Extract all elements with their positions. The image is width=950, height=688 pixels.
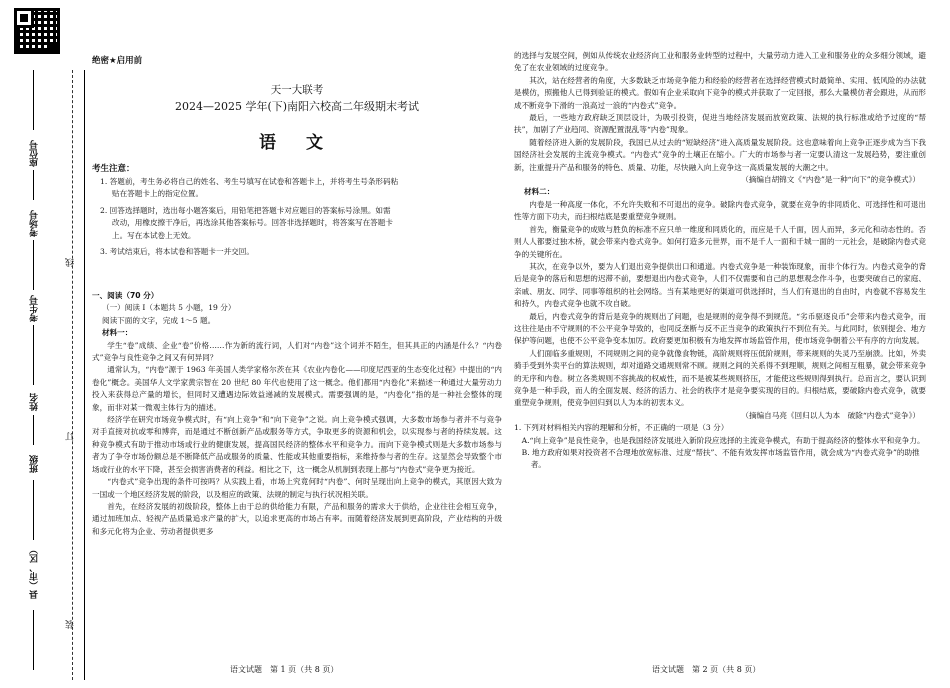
footer-right: 语文试题 第 2 页（共 8 页）: [652, 665, 761, 674]
instruction: 阅读下面的文字，完成 1～5 题。: [102, 315, 216, 325]
question-stem: 1. 下列对材料相关内容的理解和分析，不正确的一项是（3 分）: [514, 423, 729, 433]
section-title: 一、阅读（70 分）: [92, 291, 159, 300]
source-citation: （摘编自胡锦文《“内卷”是一种“向下”的竞争模式》）: [741, 175, 920, 185]
notice-list: [92, 176, 502, 258]
paragraph: 学生“卷”成绩、企业“卷”价格……作为新的流行词，人们对“内卷”这个词并不陌生，但其具正的内涵是什么？“内卷式”竞争与良性竞争之间又有何异同？: [92, 340, 502, 363]
cut-mark-staple: 装: [66, 620, 76, 629]
paragraph: “内卷式”竞争出现的条件可按吗？从实践上看，市场上究竟何时“内卷”、何时呈现出向上竞争的模式，其原因大致为一国或一个地区经济发展的阶段，以及相应的政策、法规的制定与执行状况相关联。: [92, 477, 502, 499]
subsection-title: （一）阅读 I（本题共 5 小题，19 分）: [102, 303, 236, 313]
notice-line: 1. 答题前，考生务必将自己的姓名、考生号填写在试卷和答题卡上，并将考生号条形码粘: [100, 177, 399, 186]
cut-mark-bind: 订: [66, 432, 76, 441]
field-line: [33, 70, 34, 130]
footer-left: 语文试题 第 1 页（共 8 页）: [230, 665, 339, 674]
field-line: [33, 170, 34, 200]
label-class: 班级: [30, 455, 40, 473]
exam-title: 2024—2025 学年(下)南阳六校高二年级期末考试: [174, 100, 420, 113]
notice-line: 贴在答题卡上的指定位置。: [112, 189, 204, 199]
field-line: [33, 240, 34, 290]
field-line: [33, 415, 34, 445]
notice-line: 改动，用橡皮擦干净后，再选涂其他答案标号。回答非选择题时，将答案写在答题卡: [112, 218, 393, 228]
source-citation: （摘编自马亮《回归以人为本 破除“内卷式”竞争》）: [741, 410, 920, 420]
paragraph: 其次，站在经营者的角度，大多数缺乏市场竞争能力和经验的经营者在选择经营模式时最简单、实用、低风险的办法就是模仿，照搬他人已得到验证的模式。假如有企业采取向下竞争的模式并获取了一定回报，那么大量模仿者会跟进，从而形成不断竞争下滑的一浪高过一浪的“内卷式”竞争。: [514, 75, 926, 110]
org-name: 天一大联考: [270, 84, 324, 96]
option-a: A.“向上竞争”是良性竞争，也是我国经济发展进入新阶段应选择的主流竞争模式，有助于提高经济的整体水平和竞争力。: [521, 435, 925, 445]
paragraph: 最后，内卷式竞争的背后是竞争的规则出了问题，也是规则的竞争得不到规范。“劣币驱逐良币”会带来内卷式竞争，而这往往是由不守规则的不公平竞争导致的，也同反垄断与反不正当竞争的政策执行不到位有关。与此同时，依别提会、地方保护等问题，也使不公平竞争变本加厉。政府要更加积极有为地发挥市场监管作用，使市场竞争朝着公平有序的方向发展。: [514, 311, 926, 346]
paragraph: 首先，在经济发展的初级阶段，整体上由于总的供给能力有限，产品和服务的需求大于供给，企业往往会相互竞争，通过加班加点、轻视产品质量追求产量的扩大，以追求更高的市场占有率。而随着经济发展到更高阶段，产业结构的升级和多元化将为企业、劳动者提供更多: [92, 501, 502, 536]
paragraph: 首先，衡量竞争的成败与胜负的标准不应只单一维度和同质化的，而应是千人千面，因人而异，多元化和动态性的。否则人人都要过独木桥，就会带来内卷式竞争。如何打造多元世界，而不是千人一面和千城一面的一元社会，是破除内卷式竞争的关键所在。: [514, 224, 926, 259]
cut-line: [72, 70, 73, 680]
paragraph: 其次，在竞争以外，要为人们退出竞争提供出口和通道。内卷式竞争是一种装饰现象，而非个体行为。内卷式竞争的背后是竞争的落后和思想的迟滞不前，要想退出内卷式竞争，人们不仅需要和自己的思想观念作斗争，也要突破自己的家庭、亲戚、朋友、同学、同事等组织的社会网络。当有某地更好的渠道可供选择时，当人们有退出的自由时，内卷就不容易发生和持久，内卷式竞争也就不攻自破。: [514, 261, 926, 309]
paragraph: 最后，一些地方政府缺乏顶层设计，为吸引投资，促进当地经济发展而放宽政策、法规的执行标准或给予过度的“帮扶”，加剧了产业趋同、资源配置混乱等“内卷”现象。: [514, 113, 926, 135]
paragraph: 经济学在研究市场竞争模式时，有“向上竞争”和“向下竞争”之说。向上竞争模式强调，大多数市场参与者并不与竞争对手直接对抗或零和博弈，而是通过不断创新产品或服务等方式，争取更多的资源和机会，以实现参与者的持续发展。这种竞争模式有助于推动市场或行业的健康发展，提高国民经济的整体水平和竞争力。而向下竞争模式则是大多数市场参与者为了争夺市场份额总是不断降低产品或服务的质量、性能或其他重要指标，来维持参与者的生存。这显然会导致整个市场或行业的水平下降，甚至会损害消费者的利益。相比之下，这一概念从机制到表现上都与“内卷式”竞争更为接近。: [92, 415, 502, 474]
paragraph: 通常认为，“内卷”源于 1963 年美国人类学家格尔茨在其《农业内卷化——印度尼西亚的生态变化过程》中提出的“内卷化”概念。美国华人文学家黄宗智在 20 世纪 80 年代也使用了这一概念。他们都用“内卷化”来描述一种通过大量劳动力投入来获得总产量的增长，但同时又遭遇边际效益递减的发展模式。需要强调的是，“内卷化”指的是一种社会整体的现象，而非对某一微观主体行为的描述。: [92, 365, 502, 412]
field-line: [33, 480, 34, 540]
field-line: [33, 325, 34, 385]
label-county: 县（市、区）: [30, 545, 40, 599]
left-body: [92, 290, 502, 538]
notice-line: 2. 回答选择题时，选出每小题答案后，用铅笔把答题卡对应题目的答案标号涂黑。如需: [100, 205, 391, 215]
notice-title: 考生注意：: [92, 164, 135, 174]
cut-mark-line: 线: [66, 258, 76, 267]
binding-margin: [0, 0, 84, 688]
notice-line: 上。写在本试卷上无效。: [112, 230, 196, 240]
material-2-label: 材料二：: [524, 187, 555, 197]
paragraph: 随着经济进入新的发展阶段，我国已从过去的“短缺经济”进入高质量发展阶段。这也意味着向上竞争正逐步成为当下我国经济社会发展的主流竞争模式。“内卷式”竞争的土壤正在缩小。广大的市场参与者一定要认清这一发展趋势，要注重创新，注重提升产品和服务的特色、质量、功能，尽快融入向上竞争这一高质量发展的大潮之中。: [514, 137, 926, 172]
qr-code: [14, 8, 60, 54]
paragraph: 的选择与发展空间，例如从传统农业经济向工业和服务业转型的过程中，大量劳动力进入工业和服务业的众多细分领域，避免了在农业领域的过度竞争。: [514, 51, 926, 73]
margin-border: [84, 70, 85, 680]
right-body: [514, 50, 926, 472]
label-room: 考场号: [30, 210, 40, 237]
material-1-label: 材料一：: [102, 328, 133, 338]
label-student-id: 考生号: [30, 295, 40, 322]
confidential-label: 绝密★启用前: [92, 56, 143, 66]
field-line: [33, 610, 34, 670]
paragraph: 内卷是一种高度一体化，不允许失败和不可退出的竞争。破除内卷式竞争，就要在竞争的非同质化、可选择性和可退出性等方面下功夫，而扫根结底是要重塑竞争规则。: [514, 199, 926, 222]
paragraph: 人们面临多重规则，不同规则之间的竞争就像食物链，高阶规则将压低阶规则，带来规则的失灵乃至崩溃。比如，外卖骑手受到外卖平台的算法规则，却对道路交通规则常不顾。规则之间的关系得不到理顺，规则之间相互粗暴，就会带来竞争的无序和内卷。树立各类规则不容挑战的权威性，而不是被某些规则挤压，才能使这些规则得到执行。总而言之，要认识到竞争是一种手段，而人的全面发展、经济的活力、社会的秩序才是竞争要实现的目的。归根结底，要破除内卷式竞争，就要重塑竞争规则，使竞争回归到以人为本的初衷本义。: [514, 348, 926, 408]
label-name: 姓名: [30, 393, 40, 411]
label-seat: 座位号: [30, 140, 40, 167]
notice-line: 3. 考试结束后，将本试卷和答题卡一并交回。: [100, 247, 254, 257]
subject-title: 语 文: [259, 133, 335, 153]
option-b: B. 地方政府如果对投资者不合理地放宽标准、过度“帮扶”、不能有效发挥市场监管作用，就会成为“内卷式竞争”的助推者。: [521, 448, 920, 470]
